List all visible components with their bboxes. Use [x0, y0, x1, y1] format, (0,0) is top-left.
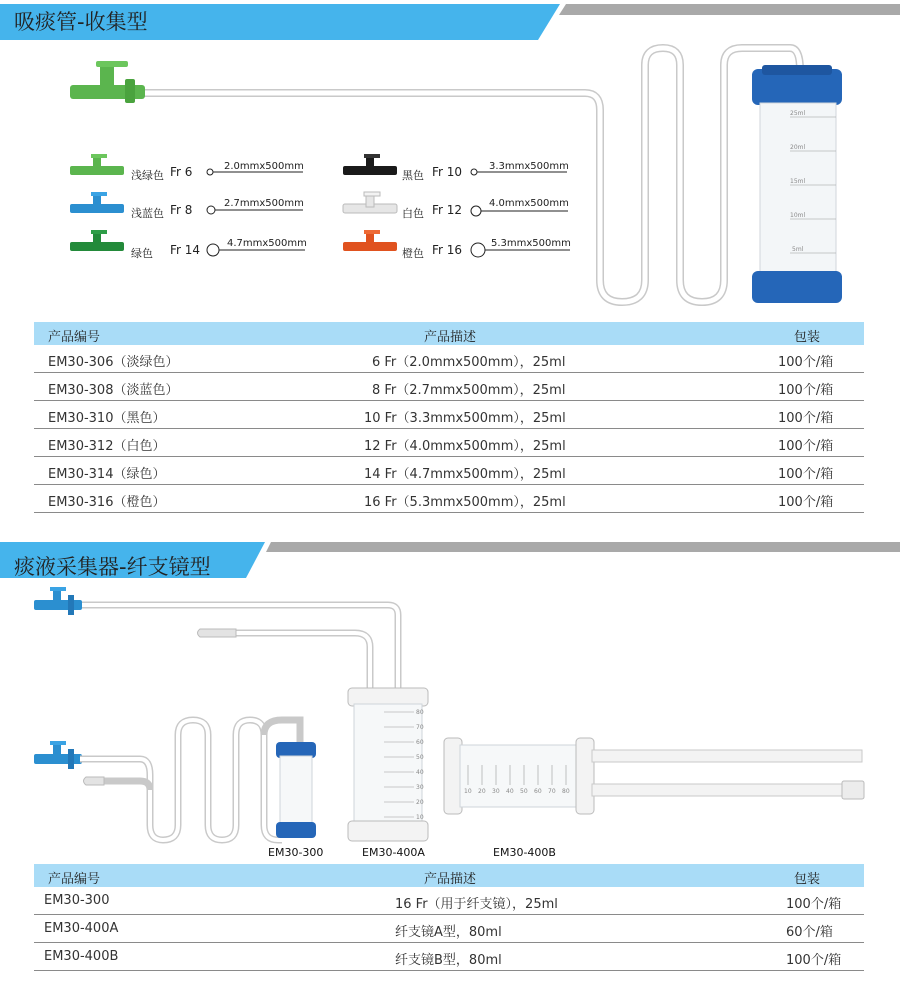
header-packaging: 包装 [794, 872, 821, 887]
scale-label: 40 [416, 769, 424, 776]
spec-fr-label: Fr 16 [432, 243, 463, 257]
cell-desc: 14 Fr（4.7mmx500mm），25ml [364, 467, 566, 482]
cell-pack: 100个/箱 [778, 383, 834, 398]
table-row [34, 429, 864, 457]
spec-fr-label: Fr 6 [170, 165, 193, 179]
header-product-desc: 产品描述 [424, 872, 477, 887]
cell-desc: 16 Fr（用于纤支镜），25ml [395, 897, 558, 912]
scale-label: 80 [562, 788, 570, 795]
cell-desc: 6 Fr（2.0mmx500mm），25ml [372, 355, 566, 370]
scale-label: 5ml [792, 246, 804, 253]
caption-em30-400b: EM30-400B [493, 846, 556, 859]
scale-label: 20 [478, 788, 486, 795]
spec-color-label: 浅蓝色 [131, 207, 164, 220]
scale-400a [354, 704, 422, 824]
scale-label: 10 [416, 814, 424, 821]
connector-swatch-icon [343, 154, 397, 251]
cell-pack: 100个/箱 [778, 439, 834, 454]
scale-label: 70 [548, 788, 556, 795]
table-row [34, 401, 864, 429]
sputum-collector-illustration [0, 585, 900, 845]
blue-connector-icon [34, 587, 82, 615]
cell-pack: 100个/箱 [778, 411, 834, 426]
table-header [34, 864, 864, 887]
cell-desc: 纤支镜B型，80ml [395, 953, 502, 968]
spec-color-label: 绿色 [131, 247, 153, 260]
table-row [34, 485, 864, 513]
spec-fr-label: Fr 10 [432, 165, 463, 179]
header-packaging: 包装 [794, 330, 821, 345]
section-title: 痰液采集器-纤支镜型 [14, 555, 211, 579]
cell-desc: 12 Fr（4.0mmx500mm），25ml [364, 439, 566, 454]
cell-code: EM30-316（橙色） [48, 495, 166, 510]
caption-em30-400a: EM30-400A [362, 846, 425, 859]
scale-label: 25ml [790, 110, 806, 117]
cell-code: EM30-400A [44, 921, 119, 936]
table-row [34, 887, 864, 915]
cell-desc: 10 Fr（3.3mmx500mm），25ml [364, 411, 566, 426]
blue-connector-icon [34, 741, 82, 769]
spec-fr-label: Fr 14 [170, 243, 201, 257]
cell-pack: 60个/箱 [786, 925, 833, 940]
header-product-code: 产品编号 [48, 330, 101, 345]
cell-code: EM30-308（淡蓝色） [48, 383, 179, 398]
container-300-icon [276, 742, 316, 838]
table-row [34, 915, 864, 943]
header-product-desc: 产品描述 [424, 330, 477, 345]
scale-label: 10ml [790, 212, 806, 219]
scale-label: 20 [416, 799, 424, 806]
spec-dim-label: 5.3mmx500mm [491, 238, 571, 249]
scale-label: 70 [416, 724, 424, 731]
scale-label: 15ml [790, 178, 806, 185]
table-row [34, 345, 864, 373]
table-row [34, 373, 864, 401]
spec-dim-label: 4.0mmx500mm [489, 198, 569, 209]
caption-em30-300: EM30-300 [268, 846, 324, 859]
spec-fr-label: Fr 8 [170, 203, 193, 217]
spec-color-label: 白色 [402, 207, 424, 220]
cell-desc: 16 Fr（5.3mmx500mm），25ml [364, 495, 566, 510]
cell-code: EM30-300 [44, 893, 110, 908]
scale-label: 20ml [790, 144, 806, 151]
cell-pack: 100个/箱 [778, 355, 834, 370]
scale-label: 40 [506, 788, 514, 795]
spec-fr-label: Fr 12 [432, 203, 463, 217]
spec-color-label: 浅绿色 [131, 169, 164, 182]
spec-dim-label: 3.3mmx500mm [489, 161, 569, 172]
cell-code: EM30-306（淡绿色） [48, 355, 179, 370]
container-scale [760, 103, 836, 275]
spec-dim-label: 2.7mmx500mm [224, 198, 304, 209]
header-product-code: 产品编号 [48, 872, 101, 887]
scale-label: 50 [416, 754, 424, 761]
cell-pack: 100个/箱 [778, 467, 834, 482]
product-table-collector [34, 864, 864, 971]
table-header [34, 322, 864, 345]
scale-label: 10 [464, 788, 472, 795]
cell-pack: 100个/箱 [786, 897, 842, 912]
product-table-suction [34, 322, 864, 513]
connector-swatch-icon [70, 154, 124, 251]
spec-color-label: 黑色 [402, 169, 424, 182]
cell-pack: 100个/箱 [778, 495, 834, 510]
spec-dim-label: 2.0mmx500mm [224, 161, 304, 172]
spec-color-label: 橙色 [402, 247, 424, 260]
table-row [34, 457, 864, 485]
scale-label: 80 [416, 709, 424, 716]
cell-code: EM30-312（白色） [48, 439, 166, 454]
scale-label: 60 [534, 788, 542, 795]
cell-desc: 8 Fr（2.7mmx500mm），25ml [372, 383, 566, 398]
cell-code: EM30-314（绿色） [48, 467, 166, 482]
scale-label: 50 [520, 788, 528, 795]
table-row [34, 943, 864, 971]
scale-label: 30 [492, 788, 500, 795]
spec-dim-label: 4.7mmx500mm [227, 238, 307, 249]
cell-code: EM30-310（黑色） [48, 411, 166, 426]
section-header-sputum-collector [0, 540, 900, 580]
section-title: 吸痰管-收集型 [14, 10, 148, 34]
cell-desc: 纤支镜A型，80ml [395, 925, 502, 940]
scale-label: 30 [416, 784, 424, 791]
scale-label: 60 [416, 739, 424, 746]
cell-pack: 100个/箱 [786, 953, 842, 968]
section-header-suction-catheter [0, 0, 900, 40]
scale-400b [460, 745, 578, 807]
cell-code: EM30-400B [44, 949, 119, 964]
